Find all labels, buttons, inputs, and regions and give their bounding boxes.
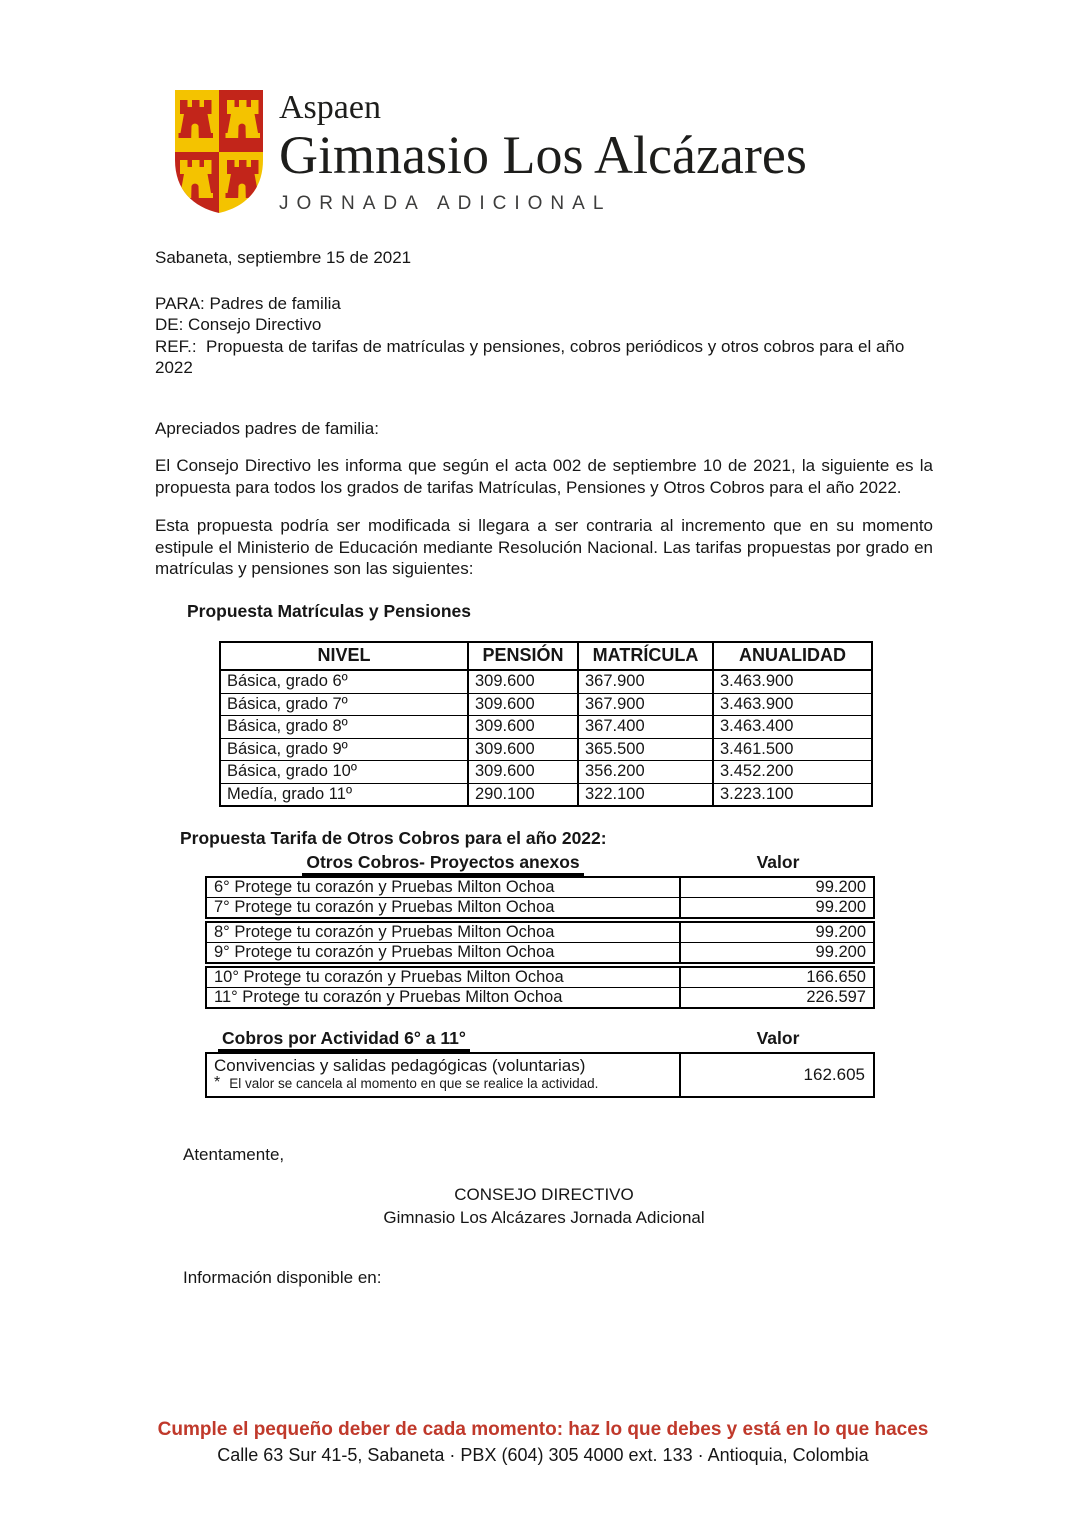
cell-anualidad: 3.463.400 bbox=[713, 716, 872, 739]
footer-address: Calle 63 Sur 41-5, Sabaneta · PBX (604) 305 4000 ext. 133 · Antioquia, Colombia bbox=[217, 1445, 869, 1465]
charge-value: 99.200 bbox=[815, 942, 866, 961]
other-charges-col2-header: Valor bbox=[756, 851, 800, 872]
cell-matricula: 367.400 bbox=[578, 716, 713, 739]
activity-label: Convivencias y salidas pedagógicas (voluntarias) bbox=[214, 1055, 586, 1075]
activity-col2-header: Valor bbox=[756, 1027, 800, 1048]
signer-name: CONSEJO DIRECTIVO bbox=[454, 1185, 634, 1204]
tuition-header-row bbox=[220, 642, 872, 670]
charges-group bbox=[205, 921, 875, 964]
salutation: Apreciados padres de familia: bbox=[155, 418, 379, 438]
school-shield-icon bbox=[172, 88, 266, 216]
cell-anualidad: 3.463.900 bbox=[713, 670, 872, 693]
ref-line: REF.: Propuesta de tarifas de matrículas y pensiones, cobros periódicos y otros cobros para el año 2022 bbox=[155, 336, 910, 377]
cell-nivel: Básica, grado 6º bbox=[220, 670, 468, 693]
cell-nivel: Básica, grado 10º bbox=[220, 761, 468, 784]
cell-anualidad: 3.463.900 bbox=[713, 693, 872, 716]
cell-pension: 309.600 bbox=[468, 670, 578, 693]
cell-nivel: Básica, grado 9º bbox=[220, 738, 468, 761]
cell-pension: 309.600 bbox=[468, 716, 578, 739]
other-charges-title: Propuesta Tarifa de Otros Cobros para el año 2022: bbox=[180, 828, 607, 848]
signature-block bbox=[155, 1183, 933, 1229]
charge-value: 226.597 bbox=[806, 987, 866, 1006]
cell-matricula: 322.100 bbox=[578, 783, 713, 806]
address-block bbox=[155, 293, 933, 379]
charge-value: 99.200 bbox=[815, 897, 866, 916]
info-available-line: Información disponible en: bbox=[183, 1268, 382, 1287]
cell-pension: 309.600 bbox=[468, 738, 578, 761]
page-footer bbox=[0, 1418, 1086, 1468]
cell-pension: 309.600 bbox=[468, 761, 578, 784]
activity-note bbox=[214, 1073, 679, 1092]
charge-label: 11° Protege tu corazón y Pruebas Milton Ochoa bbox=[207, 988, 681, 1007]
date-line: Sabaneta, septiembre 15 de 2021 bbox=[155, 248, 412, 267]
header-nivel: NIVEL bbox=[220, 642, 468, 670]
activity-label-cell bbox=[207, 1054, 681, 1096]
closing-regards: Atentamente, bbox=[183, 1144, 285, 1164]
activity-note-text: El valor se cancela al momento en que se realice la actividad. bbox=[229, 1075, 599, 1091]
charge-label: 6° Protege tu corazón y Pruebas Milton Ochoa bbox=[207, 878, 681, 898]
charge-row bbox=[207, 968, 873, 988]
logo-subtitle: JORNADA ADICIONAL bbox=[279, 192, 612, 214]
cell-nivel: Básica, grado 8º bbox=[220, 716, 468, 739]
other-charges-col1-header: Otros Cobros- Proyectos anexos bbox=[205, 852, 681, 877]
charge-label: 7° Protege tu corazón y Pruebas Milton Ochoa bbox=[207, 898, 681, 917]
de-line: DE: Consejo Directivo bbox=[155, 315, 322, 334]
other-charges-table bbox=[205, 852, 875, 1098]
school-name: Gimnasio Los Alcázares bbox=[279, 124, 807, 185]
cell-matricula: 367.900 bbox=[578, 693, 713, 716]
cell-matricula: 365.500 bbox=[578, 738, 713, 761]
cell-anualidad: 3.461.500 bbox=[713, 738, 872, 761]
charge-value: 99.200 bbox=[815, 922, 866, 941]
tuition-row bbox=[220, 693, 872, 716]
charge-value: 166.650 bbox=[806, 967, 866, 986]
cell-pension: 309.600 bbox=[468, 693, 578, 716]
letter-body bbox=[155, 247, 933, 1289]
para-line: PARA: Padres de familia bbox=[155, 293, 341, 313]
signer-organization: Gimnasio Los Alcázares Jornada Adicional bbox=[383, 1208, 705, 1227]
tuition-table-title: Propuesta Matrículas y Pensiones bbox=[187, 600, 471, 621]
charge-label: 8° Protege tu corazón y Pruebas Milton Ochoa bbox=[207, 923, 681, 943]
charge-label: 10° Protege tu corazón y Pruebas Milton Ochoa bbox=[207, 968, 681, 988]
header-matricula: MATRÍCULA bbox=[578, 642, 713, 670]
tuition-row bbox=[220, 670, 872, 693]
tuition-table bbox=[219, 641, 873, 807]
cell-nivel: Medía, grado 11º bbox=[220, 783, 468, 806]
brand-name: Aspaen bbox=[279, 89, 381, 126]
header-pension: PENSIÓN bbox=[468, 642, 578, 670]
charge-value: 99.200 bbox=[815, 877, 866, 896]
school-logo bbox=[172, 88, 1086, 216]
activity-charges-header bbox=[205, 1028, 875, 1052]
cell-pension: 290.100 bbox=[468, 783, 578, 806]
activity-charges-table bbox=[205, 1052, 875, 1098]
charge-row bbox=[207, 923, 873, 943]
paragraph-2: Esta propuesta podría ser modificada si llegara a ser contraria al incremento que en su momento estipule el Ministerio de Educación mediante Resolución Nacional. Las tarifas propuestas por grado en matrículas y pensiones son las siguientes: bbox=[155, 516, 933, 578]
activity-col1-header: Cobros por Actividad 6° a 11° bbox=[205, 1028, 681, 1053]
activity-value: 162.605 bbox=[803, 1064, 865, 1084]
asterisk: * bbox=[214, 1073, 221, 1091]
tuition-row bbox=[220, 783, 872, 806]
tuition-row bbox=[220, 761, 872, 784]
cell-matricula: 356.200 bbox=[578, 761, 713, 784]
cell-anualidad: 3.452.200 bbox=[713, 761, 872, 784]
charges-group bbox=[205, 876, 875, 919]
charge-row bbox=[207, 942, 873, 962]
tuition-row bbox=[220, 738, 872, 761]
charge-row bbox=[207, 987, 873, 1007]
cell-nivel: Básica, grado 7º bbox=[220, 693, 468, 716]
logo-text bbox=[279, 88, 807, 215]
charges-group bbox=[205, 966, 875, 1009]
cell-anualidad: 3.223.100 bbox=[713, 783, 872, 806]
footer-motto: Cumple el pequeño deber de cada momento: haz lo que debes y está en lo que haces bbox=[157, 1419, 929, 1440]
tuition-row bbox=[220, 716, 872, 739]
charge-row bbox=[207, 897, 873, 917]
other-charges-header bbox=[205, 852, 875, 874]
paragraph-1: El Consejo Directivo les informa que según el acta 002 de septiembre 10 de 2021, la siguiente es la propuesta para todos los grados de tarifas Matrículas, Pensiones y Otros Cobros para el año 2022. bbox=[155, 456, 933, 497]
cell-matricula: 367.900 bbox=[578, 670, 713, 693]
charge-label: 9° Protege tu corazón y Pruebas Milton Ochoa bbox=[207, 943, 681, 962]
header-anualidad: ANUALIDAD bbox=[713, 642, 872, 670]
charge-row bbox=[207, 878, 873, 898]
